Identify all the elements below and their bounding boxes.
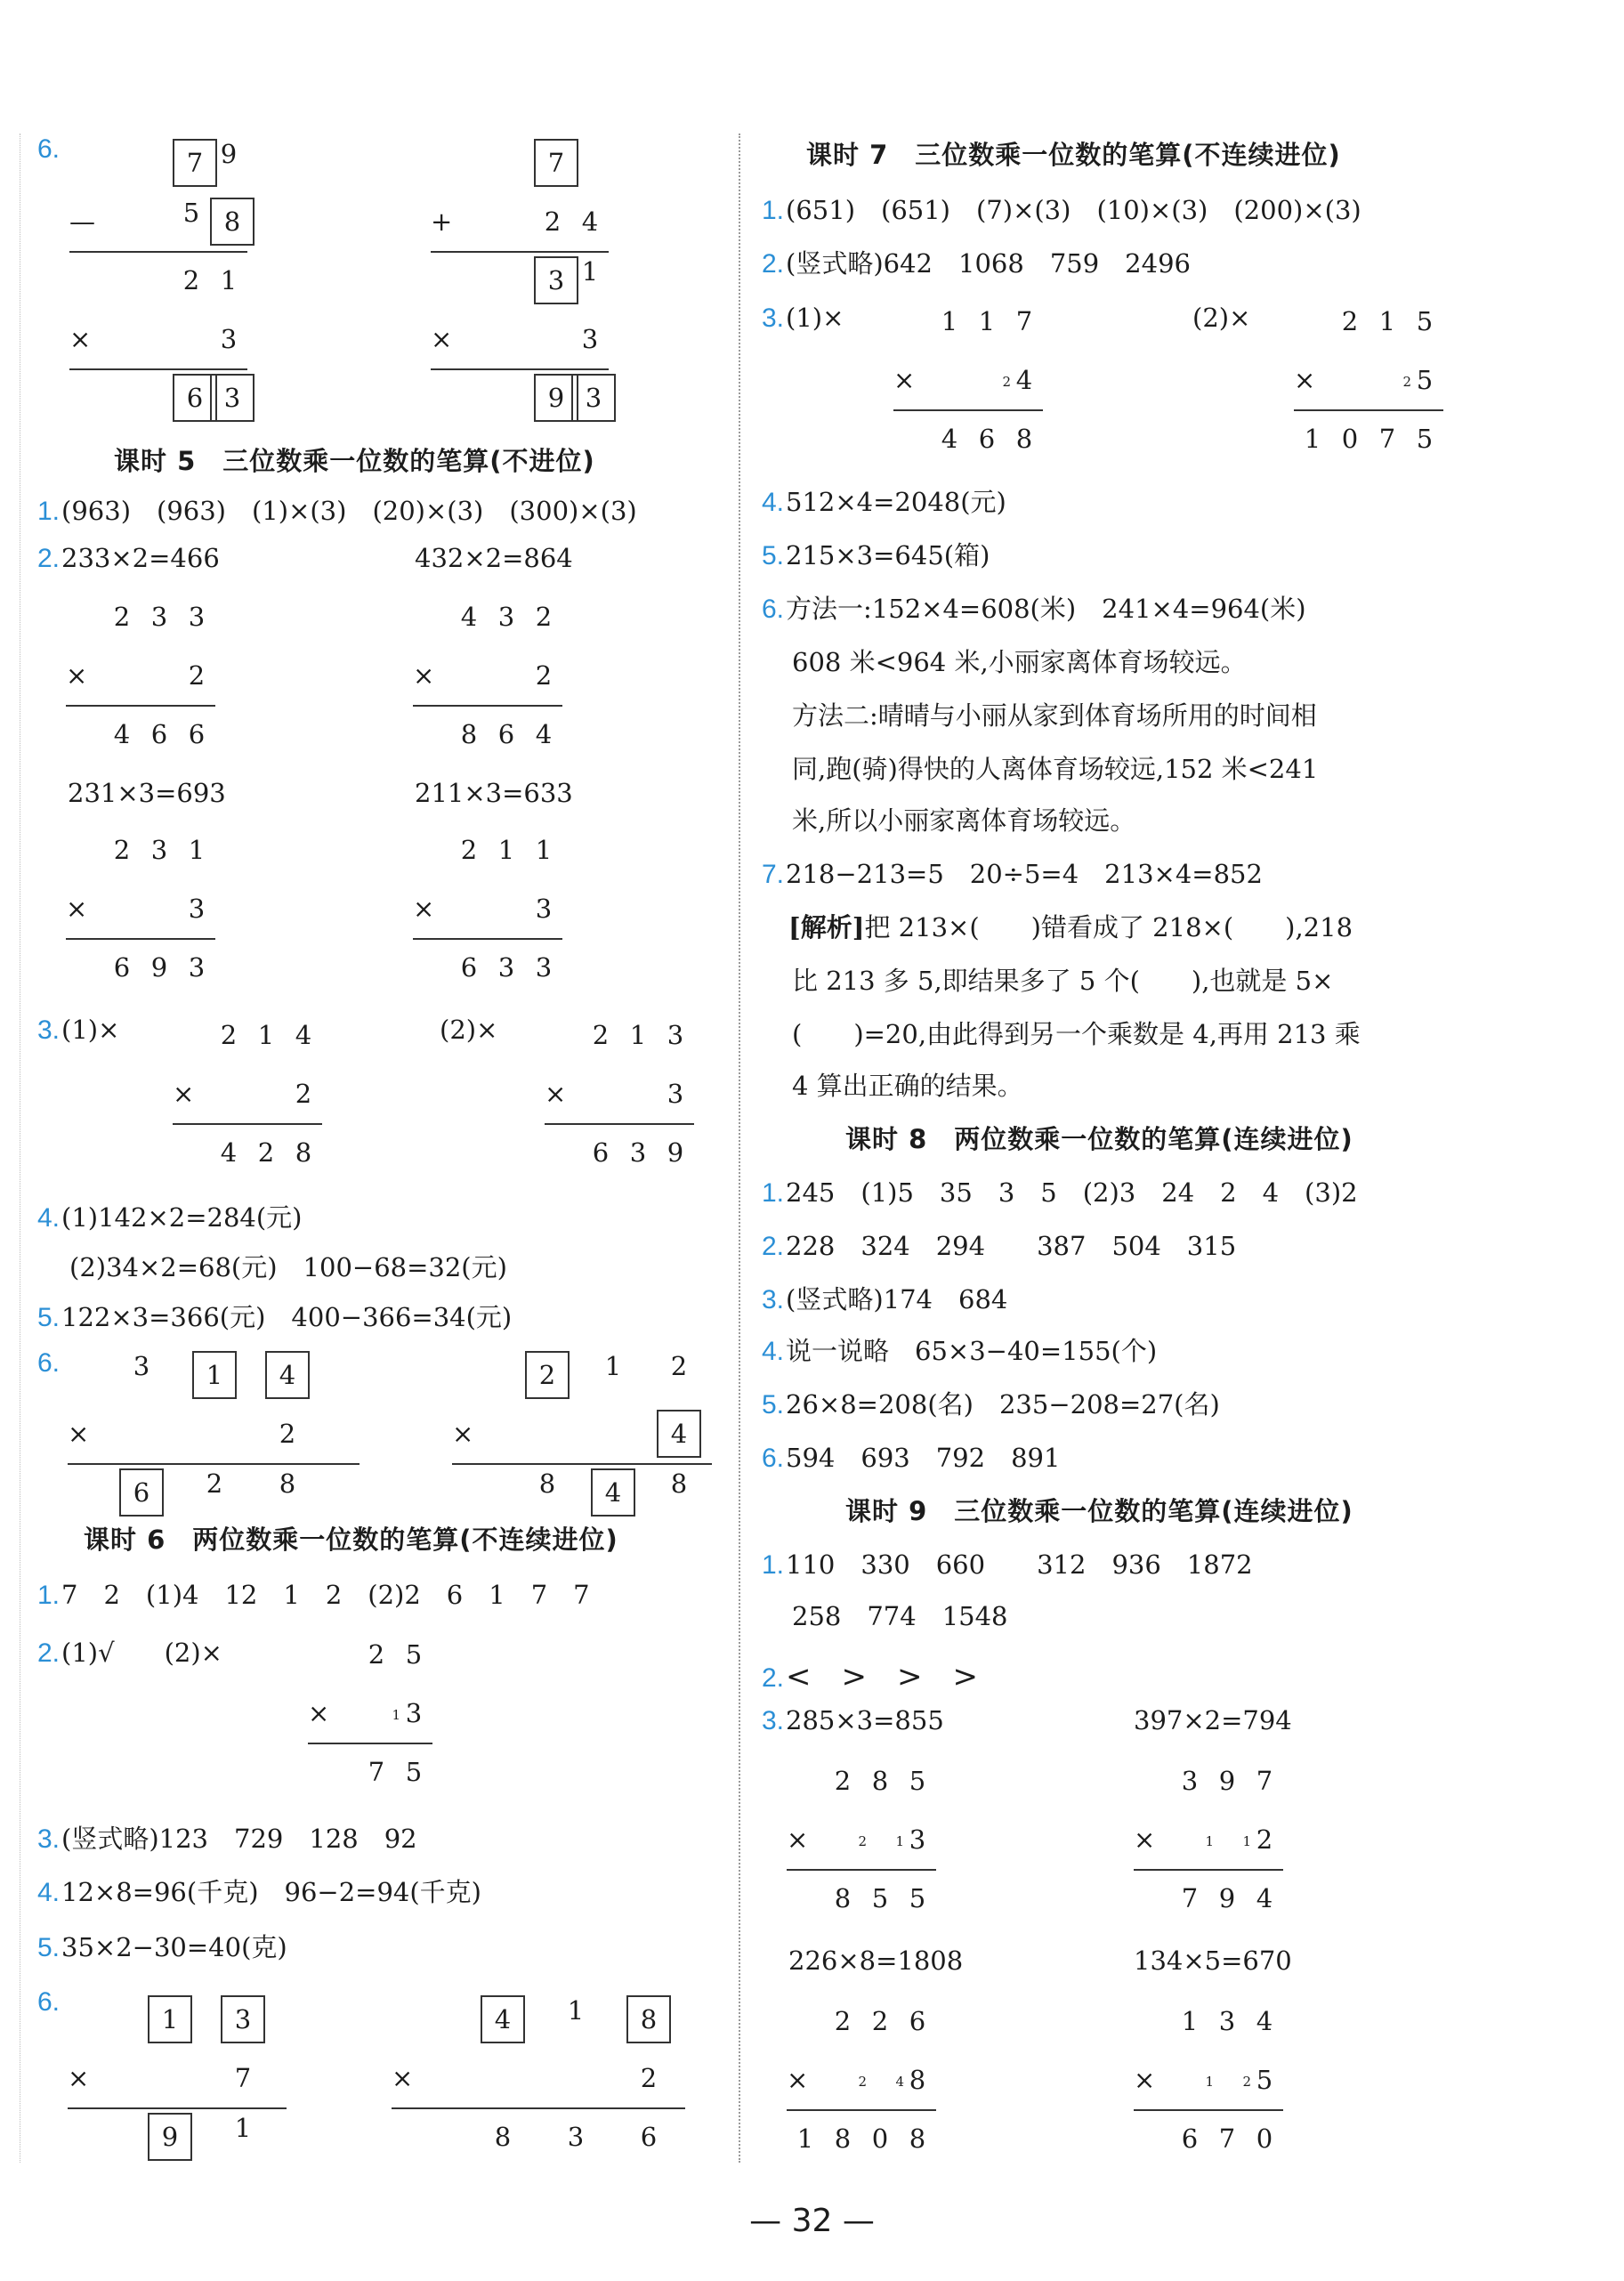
l8-q4: 4.说一说略 65×3−40=155(个) — [762, 1336, 1158, 1366]
l7-q7: 7.218−213=5 20÷5=4 213×4=852 — [762, 859, 1263, 889]
l8-q5: 5.26×8=208(名) 235−208=27(名) — [762, 1389, 1220, 1420]
l5-q2-calc2: 4 3 2 × 2 8 6 4 — [413, 587, 562, 764]
l9-calc2: 3 9 7 × 1 1 2 7 9 4 — [1134, 1751, 1283, 1928]
problem-6-top: 6. — [37, 134, 61, 164]
l7-q5: 5.215×3=645(箱) — [762, 540, 990, 570]
l6-q2-calc: 2 5 × 1 3 7 5 — [308, 1625, 432, 1801]
l9-q3: 3.285×3=855 — [762, 1705, 944, 1735]
l5-q2-calc4: 2 1 1 × 3 6 3 3 — [413, 821, 562, 997]
l6-q1: 1.7 2 (1)4 12 1 2 (2)2 6 1 7 7 — [37, 1580, 590, 1610]
l7-q1: 1.(651) (651) (7)×(3) (10)×(3) (200)×(3) — [762, 195, 1361, 225]
l5-q3-a: 3.(1)× — [37, 1015, 120, 1045]
l5-q4: 4.(1)142×2=284(元) — [37, 1202, 303, 1233]
l6-q6: 6. — [37, 1987, 61, 2017]
l9-q3-e4: 134×5=670 — [1134, 1945, 1292, 1976]
l5-q2-e3: 231×3=693 — [68, 778, 226, 808]
l7-q7-l5: 4 算出正确的结果。 — [792, 1071, 1023, 1101]
l5-q6-calc1: 3 1 4 × 2 6 2 8 — [68, 1346, 360, 1522]
l9-calc3: 2 2 6 × 2 4 8 1 8 0 8 — [787, 1992, 936, 2168]
l7-q6-l3: 方法二:晴晴与小丽从家到体育场所用的时间相 — [792, 700, 1317, 731]
l9-q1: 1.110 330 660 312 936 1872 — [762, 1549, 1253, 1580]
l8-q1: 1.245 (1)5 35 3 5 (2)3 24 2 4 (3)2 — [762, 1177, 1358, 1208]
l7-q2: 2.(竖式略)642 1068 759 2496 — [762, 248, 1191, 279]
l7-q6-l5: 米,所以小丽家离体育场较远。 — [792, 805, 1136, 836]
l6-q6-calc1: 1 3 × 7 9 1 — [68, 1990, 287, 2166]
lesson-6-title: 课时 6 两位数乘一位数的笔算(不连续进位) — [84, 1525, 618, 1555]
l6-q6-calc2: 4 1 8 × 2 8 3 6 — [392, 1990, 685, 2166]
vertical-calc-sub: 7 9 — 5 8 2 1 × 3 6 3 — [69, 133, 247, 427]
l7-q7-l4: ( )=20,由此得到另一个乘数是 4,再用 213 乘 — [792, 1019, 1361, 1049]
l5-q6: 6. — [37, 1348, 61, 1378]
l6-q4: 4.12×8=96(千克) 96−2=94(千克) — [37, 1877, 481, 1907]
l7-q7-l3: 比 213 多 5,即结果多了 5 个( ),也就是 5× — [792, 966, 1334, 996]
l5-q4-l2: (2)34×2=68(元) 100−68=32(元) — [69, 1252, 507, 1282]
l9-calc1: 2 8 5 × 2 1 3 8 5 5 — [787, 1751, 936, 1928]
l8-q2: 2.228 324 294 387 504 315 — [762, 1231, 1237, 1261]
l5-q3-calc1: 2 1 4 × 2 4 2 8 — [173, 1006, 322, 1182]
l5-q2-calc3: 2 3 1 × 3 6 9 3 — [66, 821, 215, 997]
l8-q3: 3.(竖式略)174 684 — [762, 1284, 1008, 1314]
l6-q3: 3.(竖式略)123 729 128 92 — [37, 1824, 417, 1854]
column-divider — [739, 133, 740, 2163]
l5-q5: 5.122×3=366(元) 400−366=34(元) — [37, 1302, 513, 1332]
lesson-9-title: 课时 9 三位数乘一位数的笔算(连续进位) — [845, 1496, 1353, 1526]
l7-q3-calc2: 2 1 5 × 2 5 1 0 7 5 — [1294, 292, 1443, 468]
l6-q5: 5.35×2−30=40(克) — [37, 1932, 287, 1962]
l7-q6-l2: 608 米<964 米,小丽家离体育场较远。 — [792, 647, 1247, 677]
lesson-5-title: 课时 5 三位数乘一位数的笔算(不进位) — [114, 446, 595, 476]
l8-q6: 6.594 693 792 891 — [762, 1443, 1061, 1473]
l9-calc4: 1 3 4 × 1 2 5 6 7 0 — [1134, 1992, 1283, 2168]
l7-q6: 6.方法一:152×4=608(米) 241×4=964(米) — [762, 594, 1306, 624]
l5-q1: 1.(963) (963) (1)×(3) (20)×(3) (300)×(3) — [37, 496, 637, 526]
l5-q2-e4: 211×3=633 — [415, 778, 573, 808]
l7-q3-calc1: 1 1 7 × 2 4 4 6 8 — [893, 292, 1043, 468]
lesson-7-title: 课时 7 三位数乘一位数的笔算(不连续进位) — [806, 140, 1341, 170]
l9-q3-e3: 226×8=1808 — [788, 1945, 964, 1976]
lesson-8-title: 课时 8 两位数乘一位数的笔算(连续进位) — [845, 1124, 1353, 1154]
l7-q7-l2: [解析]把 213×( )错看成了 218×( ),218 — [788, 912, 1353, 942]
vertical-calc-add: 7 + 2 4 3 1 × 3 9 3 — [431, 133, 609, 427]
l5-q2-calc1: 2 3 3 × 2 4 6 6 — [66, 587, 215, 764]
l5-q2: 2.233×2=466 — [37, 543, 220, 573]
l5-q3-calc2: 2 1 3 × 3 6 3 9 — [545, 1006, 694, 1182]
l5-q2-e2: 432×2=864 — [415, 543, 573, 573]
l7-q3-b: (2)× — [1192, 303, 1251, 333]
l5-q6-calc2: 2 1 2 × 4 8 4 8 — [452, 1346, 712, 1522]
l7-q3-a: 3.(1)× — [762, 303, 844, 333]
l9-q3-e2: 397×2=794 — [1134, 1705, 1292, 1735]
l7-q4: 4.512×4=2048(元) — [762, 487, 1006, 517]
l9-q1-l2: 258 774 1548 — [792, 1601, 1008, 1631]
l5-q3-b: (2)× — [440, 1015, 498, 1045]
page-number: — 32 — — [749, 2203, 875, 2239]
l7-q6-l4: 同,跑(骑)得快的人离体育场较远,152 米<241 — [792, 754, 1319, 784]
l6-q2: 2.(1)√ (2)× — [37, 1638, 222, 1668]
l9-q2: 2.< > > > — [762, 1659, 978, 1695]
